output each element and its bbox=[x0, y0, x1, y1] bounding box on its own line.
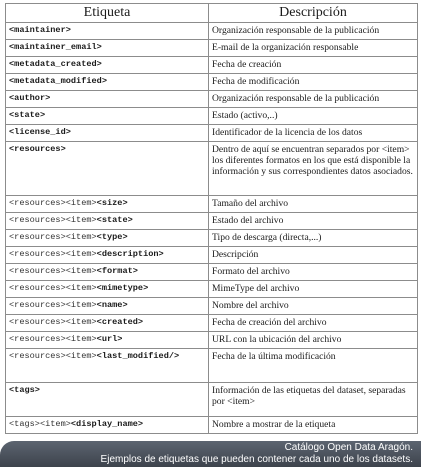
table-row bbox=[6, 281, 418, 298]
tag-name: <description> bbox=[96, 249, 164, 259]
table-row bbox=[6, 298, 418, 315]
table-row bbox=[6, 142, 418, 196]
tag-prefix: <resources><item> bbox=[9, 232, 97, 242]
tag-cell bbox=[6, 298, 209, 315]
tag-prefix: <resources><item> bbox=[9, 249, 97, 259]
description-cell: Fecha de creación del archivo bbox=[209, 315, 418, 332]
tag-name: <state> bbox=[9, 110, 46, 120]
tag-name: <size> bbox=[96, 198, 128, 208]
description-cell: Formato del archivo bbox=[209, 264, 418, 281]
description-cell: Información de las etiquetas del dataset, separadas por <item> bbox=[209, 383, 418, 417]
tag-cell bbox=[6, 142, 209, 196]
table-row bbox=[6, 349, 418, 383]
tag-cell bbox=[6, 57, 209, 74]
image-caption bbox=[0, 441, 421, 467]
tag-name: <metadata_modified> bbox=[9, 76, 107, 86]
description-cell: Estado del archivo bbox=[209, 213, 418, 230]
tag-prefix: <resources><item> bbox=[9, 283, 97, 293]
description-cell: Nombre a mostrar de la etiqueta bbox=[209, 417, 418, 434]
tag-cell bbox=[6, 264, 209, 281]
tag-name: <display_name> bbox=[70, 419, 144, 429]
tag-cell bbox=[6, 74, 209, 91]
tag-name: <resources> bbox=[9, 144, 66, 154]
tag-name: <maintainer> bbox=[9, 25, 71, 35]
tag-prefix: <resources><item> bbox=[9, 334, 97, 344]
tag-name: <license_id> bbox=[9, 127, 71, 137]
table-row bbox=[6, 196, 418, 213]
description-cell: Nombre del archivo bbox=[209, 298, 418, 315]
tag-name: <url> bbox=[96, 334, 123, 344]
table-row bbox=[6, 91, 418, 108]
description-cell: Fecha de creación bbox=[209, 57, 418, 74]
tag-prefix: <tags><item> bbox=[9, 419, 71, 429]
table-row bbox=[6, 383, 418, 417]
table-row bbox=[6, 417, 418, 434]
tag-cell bbox=[6, 40, 209, 57]
description-cell: Fecha de la última modificación bbox=[209, 349, 418, 383]
description-cell: Tamaño del archivo bbox=[209, 196, 418, 213]
description-cell: Descripción bbox=[209, 247, 418, 264]
tag-name: <metadata_created> bbox=[9, 59, 102, 69]
tag-name: <last_modified/> bbox=[96, 351, 180, 361]
table-row bbox=[6, 247, 418, 264]
tag-name: <tags> bbox=[9, 385, 40, 395]
description-cell: Organización responsable de la publicación bbox=[209, 91, 418, 108]
tag-cell bbox=[6, 417, 209, 434]
table-row bbox=[6, 332, 418, 349]
tag-name: <name> bbox=[96, 300, 128, 310]
table-row bbox=[6, 125, 418, 142]
tag-cell bbox=[6, 349, 209, 383]
tag-prefix: <resources><item> bbox=[9, 215, 97, 225]
tag-name: <maintainer_email> bbox=[9, 42, 102, 52]
description-cell: Dentro de aquí se encuentran separados por <item> los diferentes formatos en los que está disponible la información y sus correspondientes datos asociados. bbox=[209, 142, 418, 196]
tag-cell bbox=[6, 108, 209, 125]
tag-prefix: <resources><item> bbox=[9, 317, 97, 327]
tag-cell bbox=[6, 230, 209, 247]
tag-cell bbox=[6, 383, 209, 417]
tag-name: <state> bbox=[96, 215, 133, 225]
table-row bbox=[6, 108, 418, 125]
tag-prefix: <resources><item> bbox=[9, 198, 97, 208]
tag-cell bbox=[6, 247, 209, 264]
description-cell: Identificador de la licencia de los datos bbox=[209, 125, 418, 142]
table-row bbox=[6, 230, 418, 247]
table-row bbox=[6, 213, 418, 230]
description-cell: Fecha de modificación bbox=[209, 74, 418, 91]
tag-prefix: <resources><item> bbox=[9, 300, 97, 310]
tag-name: <author> bbox=[9, 93, 51, 103]
tag-cell bbox=[6, 213, 209, 230]
tag-cell bbox=[6, 315, 209, 332]
tag-name: <created> bbox=[96, 317, 144, 327]
tags-table bbox=[5, 3, 418, 434]
description-cell: MimeType del archivo bbox=[209, 281, 418, 298]
tag-cell bbox=[6, 332, 209, 349]
tag-name: <mimetype> bbox=[96, 283, 149, 293]
table-row bbox=[6, 315, 418, 332]
tag-prefix: <resources><item> bbox=[9, 351, 97, 361]
description-cell: Estado (activo,..) bbox=[209, 108, 418, 125]
header-etiqueta: Etiqueta bbox=[6, 4, 209, 23]
tag-cell bbox=[6, 91, 209, 108]
tag-cell bbox=[6, 125, 209, 142]
description-cell: E-mail de la organización responsable bbox=[209, 40, 418, 57]
description-cell: Organización responsable de la publicación bbox=[209, 23, 418, 40]
table-row bbox=[6, 264, 418, 281]
caption-subtitle: Ejemplos de etiquetas que pueden contener cada uno de los datasets. bbox=[100, 454, 413, 465]
tags-table-container bbox=[5, 3, 417, 434]
caption-title: Catálogo Open Data Aragón. bbox=[284, 442, 413, 453]
tag-prefix: <resources><item> bbox=[9, 266, 97, 276]
description-cell: URL con la ubicación del archivo bbox=[209, 332, 418, 349]
header-descripcion: Descripción bbox=[209, 4, 418, 23]
tag-name: <format> bbox=[96, 266, 138, 276]
table-row bbox=[6, 74, 418, 91]
table-header-row bbox=[6, 4, 418, 23]
tag-cell bbox=[6, 281, 209, 298]
tag-name: <type> bbox=[96, 232, 128, 242]
tag-cell bbox=[6, 196, 209, 213]
tag-cell bbox=[6, 23, 209, 40]
table-row bbox=[6, 23, 418, 40]
table-row bbox=[6, 57, 418, 74]
table-row bbox=[6, 40, 418, 57]
description-cell: Tipo de descarga (directa,...) bbox=[209, 230, 418, 247]
